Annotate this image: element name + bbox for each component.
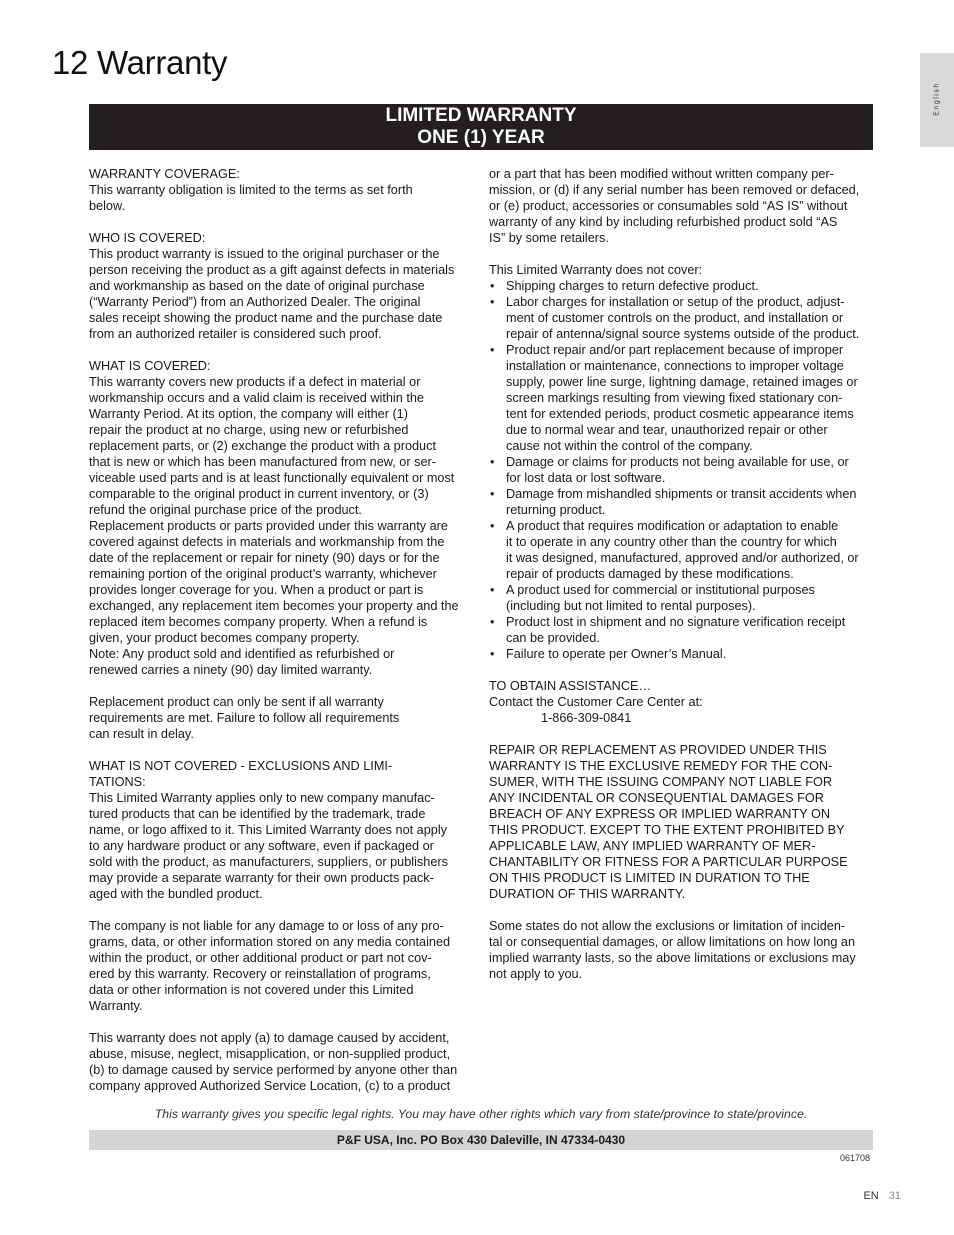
banner-line-1: LIMITED WARRANTY <box>385 105 577 126</box>
who-covered-text: This product warranty is issued to the original purchaser or the person receiving the product as a gift against defects in materials and workmanship as based on the date of original purchase (“Warranty Period”) from an Authorized Dealer. The original sales receipt showing the product name and the purchase date from an authorized retailer is considered such proof. <box>89 247 455 341</box>
coverage-text: This warranty obligation is limited to the terms as set forth below. <box>89 183 413 213</box>
page-number: 31 <box>888 1190 901 1202</box>
banner-line-2: ONE (1) YEAR <box>417 127 545 148</box>
continued-text: or a part that has been modified without written company per- mission, or (d) if any serial number has been removed or defaced, or (e) product, accessories or consumables sold “AS IS” without warranty of any kind by including refurbished product sold “AS IS” by some retailers. <box>489 167 860 245</box>
not-covered-heading: WHAT IS NOT COVERED - EXCLUSIONS AND LIMI- TATIONS: <box>89 759 393 789</box>
list-item: • Damage or claims for products not being available for use, or for lost data or lost software. <box>489 454 875 486</box>
page-title: 12 Warranty <box>52 44 228 81</box>
what-covered-text: This warranty covers new products if a defect in material or workmanship occurs and a valid claim is received within the Warranty Period. At its option, the company will either (1) repair the product at no charge, using new or refurbished replacement parts, or (2) exchange the product with a product that is new or which has been manufactured from new, or ser- viceable used parts and is at least functionally equivalent or most comparable to the original product in current inventory, or (3) refund the original purchase price of the product. Replacement products or parts provided under this warranty are covered against defects in materials and workmanship from the date of the replacement or repair for ninety (90) days or for the remaining portion of the original product’s warranty, whichever provides longer coverage for you. When a product or part is exchanged, any replacement item becomes your property and the replaced item becomes company property. When a refund is given, your product becomes company property. Note: Any product sold and identified as refurbished or renewed carries a ninety (90) day limited warranty. <box>89 375 459 677</box>
replacement-text: Replacement product can only be sent if all warranty requirements are met. Failure to follow all requirements can result in delay. <box>89 695 400 741</box>
right-column <box>489 166 875 982</box>
company-address: P&F USA, Inc. PO Box 430 Daleville, IN 47334-0430 <box>89 1130 873 1150</box>
list-item: • Labor charges for installation or setup of the product, adjust- ment of customer controls on the product, and installation or repair of antenna/signal source systems outside of the product. <box>489 294 875 342</box>
document-code: 061708 <box>839 1153 870 1163</box>
page-footer <box>863 1190 901 1202</box>
list-item: • Failure to operate per Owner’s Manual. <box>489 646 875 662</box>
language-tab <box>920 53 954 147</box>
list-item: • Shipping charges to return defective product. <box>489 278 875 294</box>
what-covered-heading: WHAT IS COVERED: <box>89 359 211 373</box>
assistance-text: Contact the Customer Care Center at: <box>489 695 703 709</box>
warranty-banner <box>89 104 873 150</box>
language-code: EN <box>863 1190 879 1202</box>
not-apply-text: This warranty does not apply (a) to damage caused by accident, abuse, misuse, neglect, misapplication, or non-supplied product, (b) to damage caused by service performed by anyone other than company approved Authorized Service Location, (c) to a product <box>89 1031 458 1093</box>
states-text: Some states do not allow the exclusions or limitation of inciden- tal or consequential damages, or allow limitations on how long an implied warranty lasts, so the above limitations or exclusions may not apply to you. <box>489 919 856 981</box>
not-cover-intro: This Limited Warranty does not cover: <box>489 263 703 277</box>
remedy-text: REPAIR OR REPLACEMENT AS PROVIDED UNDER THIS WARRANTY IS THE EXCLUSIVE REMEDY FOR THE CON- SUMER, WITH THE ISSUING COMPANY NOT LIABLE FOR ANY INCIDENTAL OR CONSEQUENTIAL DAMAGES FOR BREACH OF ANY EXPRESS OR IMPLIED WARRANTY ON THIS PRODUCT. EXCEPT TO THE EXTENT PROHIBITED BY APPLICABLE LAW, ANY IMPLIED WARRANTY OF MER- CHANTABILITY OR FITNESS FOR A PARTICULAR PURPOSE ON THIS PRODUCT IS LIMITED IN DURATION TO THE DURATION OF THIS WARRANTY. <box>489 743 848 901</box>
phone-number: 1-866-309-0841 <box>541 711 632 725</box>
coverage-heading: WARRANTY COVERAGE: <box>89 167 240 181</box>
exclusions-list <box>489 278 875 662</box>
list-item: • A product used for commercial or institutional purposes (including but not limited to rental purposes). <box>489 582 875 614</box>
language-tab-label: English <box>933 82 941 116</box>
not-covered-text: This Limited Warranty applies only to new company manufac- tured products that can be identified by the trademark, trade name, or logo affixed to it. This Limited Warranty does not apply to any hardware product or any software, even if packaged or sold with the product, as manufacturers, suppliers, or publishers may provide a separate warranty for their own products pack- aged with the bundled product. <box>89 791 448 901</box>
list-item: • Product lost in shipment and no signature verification receipt can be provided. <box>489 614 875 646</box>
list-item: • A product that requires modification or adaptation to enable it to operate in any country other than the country for which it was designed, manufactured, approved and/or authorized, or repair of products damaged by these modifications. <box>489 518 875 582</box>
liability-text: The company is not liable for any damage to or loss of any pro- grams, data, or other information stored on any media contained within the product, or other additional product or part not cov- ered by this warranty. Recovery or reinstallation of programs, data or other information is not covered under this Limited Warranty. <box>89 919 451 1013</box>
list-item: • Product repair and/or part replacement because of improper installation or maintenance, connections to improper voltage supply, power line surge, lightning damage, retained images or screen markings resulting from viewing fixed stationary con- tent for extended periods, product cosmetic appearance items due to normal wear and tear, unauthorized repair or other cause not within the control of the company. <box>489 342 875 454</box>
legal-rights-note: This warranty gives you specific legal rights. You may have other rights which vary from state/province to state/province. <box>154 1107 808 1121</box>
list-item: • Damage from mishandled shipments or transit accidents when returning product. <box>489 486 875 518</box>
assistance-heading: TO OBTAIN ASSISTANCE… <box>489 679 652 693</box>
who-covered-heading: WHO IS COVERED: <box>89 231 206 245</box>
left-column <box>89 166 473 1094</box>
